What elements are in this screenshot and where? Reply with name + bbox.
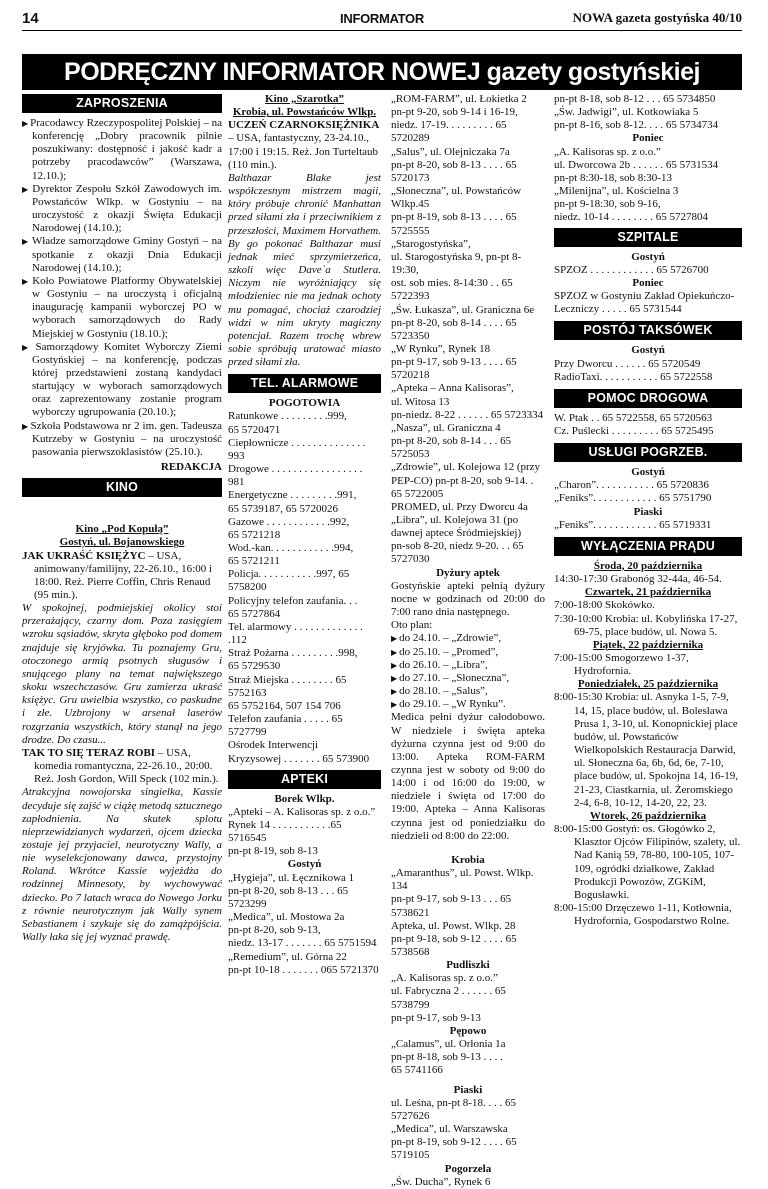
invitation-text: Szkoła Podstawowa nr 2 im. gen. Tadeusza Kutrzeby w Gostyniu – na uroczystość pasowania pierwszoklasistów (25.10.). [30,419,222,458]
cinema-venue: Kino „Szarotka” [265,93,344,105]
column-1 [22,93,222,944]
duty-plan [391,632,545,711]
pharmacy-line: pn-pt 8-18, sob 9-13 . . . . [391,1051,503,1064]
invitation-item [22,183,222,236]
pharmacy-line: PROMED, ul. Przy Dworcu 4a [391,500,528,513]
pharmacy-line: „Starogostyńska”, [391,237,471,250]
town-heading: Piaski [633,505,663,518]
pharmacy-line: „A. Kalisoras sp. z o.o.” [554,145,661,158]
outage-entry: 7:00-18:00 Skokówko. [554,599,655,612]
pharmacy-line: „Apteki – A. Kalisoras sp. z o.o.” [228,805,376,818]
bullet-icon: ▶ [391,634,400,644]
funeral-list-piaski [554,519,742,532]
pharmacy-line: „Św. Jadwigi”, ul. Kotkowiaka 5 [554,106,699,119]
plan-text: do 28.10. – „Salus”, [399,685,488,698]
pharmacy-line: „Słoneczna”, ul. Powstańców Wlkp.45 [391,185,522,211]
pharmacy-line: pn-pt 9-17, sob 9-13 [391,1011,481,1024]
invitation-item [22,420,222,459]
emergency-line: 65 5721211 [228,555,280,568]
plan-label: Oto plan: [391,619,433,632]
emergency-line: Wod.-kan. . . . . . . . . . . .994, [228,542,354,554]
pharmacy-line: ul. Dworcowa 2b . . . . . . 65 5731534 [554,158,719,171]
emergency-line: Straż Miejska . . . . . . . . 65 5752163 [228,673,347,699]
film-title: UCZEŃ CZARNOKSIĘŻNIKA [228,119,380,132]
film-entry [22,550,222,603]
pharmacy-line: pn-sob 8-20, niedz 9-20. . . 65 5727030 [391,540,524,566]
section-brand: INFORMATOR [340,11,424,26]
town-heading: Borek Wlkp. [274,792,335,805]
column-2 [228,93,381,977]
bullet-icon: ▶ [391,673,400,683]
pharmacy-list-pepowo [391,1038,545,1077]
pharmacy-line: ul. Starogostyńska 9, pn-pt 8-19:30, [391,250,522,277]
section-header-kino: KINO [22,478,222,497]
plan-item [391,698,545,711]
pharmacy-line: pn-pt 8-18, sob 8-12 . . . 65 5734850 [554,93,716,105]
outage-entry: 7:30-10:00 Krobia: ul. Kobylińska 17-27, 69-75, place budów, ul. Nowa 5. [554,612,738,638]
section-header-pomoc-drogowa: POMOC DROGOWA [554,389,742,408]
pharmacy-line: niedz. 17-19. . . . . . . . . 65 5720289 [391,119,507,145]
cinema-address: Gostyń, ul. Bojanowskiego [59,536,185,549]
invitation-text: Pracodawcy Rzeczypospolitej Polskiej – na konferencję „Dobry pracownik pilnie poszukiwany: dostępność i jakość kadr a potrzeby pracodawców” (Warszawa, 12.10.); [30,117,222,182]
town-heading: Pudliszki [446,959,490,972]
invitation-item [22,275,222,341]
duty-notes: Medica pełni dyżur całodobowo. W niedziele i święta apteka dyżurna czynna jest od 9:00 do 13:00. Apteka ROM-FARM czynna jest w soboty od 9:00 do 14:00 i od 16:00 do 19:00, w niedziele i święta od 17:00 do 19:00. Apteka – Anna Kalisoras czynna jest od poniedziałku do niedzieli od 8:00 do 22:00. [391,711,545,842]
pharmacy-line: „Nasza”, ul. Graniczna 4 [391,421,501,434]
outage-date: Środa, 20 października [593,559,703,572]
funeral-line: „Charon”. . . . . . . . . . . 65 5720836 [554,479,709,492]
pharmacy-line: „Medica”, ul. Warszawska [391,1123,508,1136]
pharmacy-line: pn-pt 9-20, sob 9-14 i 16-19, [391,106,518,119]
pharmacy-line: pn-pt 8-20, sob 8-14 . . . . 65 5723350 [391,316,517,342]
plan-text: do 29.10. – „W Rynku”. [399,698,506,711]
bullet-icon: ▶ [22,237,32,247]
pharmacy-line: ost. sob mies. 8-14:30 . . 65 5722393 [391,277,513,303]
emergency-line: Telefon zaufania . . . . . 65 5727799 [228,713,343,739]
section-header-szpitale: SZPITALE [554,228,742,247]
signature: REDAKCJA [160,461,222,474]
outage-entry: 14:30-17:30 Grabonóg 32-44a, 46-54. [554,573,722,586]
bullet-icon: ▶ [391,687,400,697]
pharmacy-list-krobia [391,867,545,959]
outage-entry: 7:00-15:00 Smogorzewo 1-37, Hydrofornia. [554,652,689,678]
outage-date: Poniedziałek, 25 października [577,678,719,691]
taxi-line: RadioTaxi. . . . . . . . . . . 65 5722558 [554,370,713,383]
pharmacy-line: „Calamus”, ul. Orłonia 1a [391,1038,506,1051]
page-header [22,10,742,30]
pharmacy-line: „A. Kalisoras sp. z o.o.” [391,972,498,985]
pharmacy-line: pn-pt 9-17, sob 9-13 . . . 65 5738621 [391,893,512,919]
pharmacy-list-pogorzela-cont [554,93,742,132]
section-header-alarmowe: TEL. ALARMOWE [228,374,381,393]
page-number: 14 [22,10,39,27]
town-heading: Poniec [632,132,664,145]
pharmacy-line: pn-niedz. 8-22 . . . . . . 65 5723334 [391,408,544,421]
pharmacy-list-pudliszki [391,972,545,1025]
pharmacy-list-gostyn-cont [391,93,545,567]
plan-item [391,659,545,672]
film-entry [22,747,222,786]
town-heading: Pogorzela [444,1162,492,1175]
hospital-line: SPZOZ w Gostyniu Zakład Opiekuńczo-Leczniczy . . . . . 65 5731544 [554,290,735,316]
outage-date: Piątek, 22 października [592,638,704,651]
film-title: TAK TO SIĘ TERAZ ROBI [22,746,156,759]
pharmacy-line: pn-pt 8-20, sob 8-13 . . . 65 5723299 [228,884,349,910]
town-heading: Gostyń [631,466,665,479]
bullet-icon: ▶ [22,119,31,128]
pharmacy-line: „Apteka – Anna Kalisoras”, [391,382,514,395]
film-info: – USA, animowany/familijny, 22-26.10., 16:00 i 18:00. Reż. Pierre Coffin, Chris Renaud (95 min.). [34,549,213,601]
duty-text: Gostyńskie apteki pełnią dyżury nocne w godzinach od 20:00 do 7:00 rano dnia następnego. [391,579,545,619]
pharmacy-line: „Libra”, ul. Kolejowa 31 (po dawnej aptece Śródmiejskiej) [391,514,522,540]
bullet-icon: ▶ [22,421,31,431]
plan-item [391,672,545,685]
film-title: JAK UKRAŚĆ KSIĘŻYC [22,549,146,562]
town-heading: Gostyń [287,858,322,871]
invitations-list [22,117,222,459]
emergency-line: Gazowe . . . . . . . . . . . .992, [228,515,350,528]
section-header-zaproszenia: ZAPROSZENIA [22,94,222,113]
emergency-line: 65 5729530 [228,660,281,673]
header-rule [22,30,742,31]
outage-entry: 8:00-15:00 Drzęczewo 1-11, Kotłownia, Hydrofornia, Gospodarstwo Rolne. [554,901,732,928]
pharmacy-line: „Hygieja”, ul. Łęcznikowa 1 [228,871,355,884]
column-3 [391,93,545,1189]
invitation-text: Samorządowy Komitet Wyborczy Ziemi Gostyńskiej – na konferencję, podczas której przedstawieni zostaną kandydaci startujący w wyborach samorządowych oraz zaprezentowany zostanie program wyborczy ugrupowania (20.10.); [32,340,222,419]
emergency-line: Energetyczne . . . . . . . . .991, [228,489,357,502]
town-heading: Krobia [451,853,485,866]
plan-item [391,685,545,698]
power-outage-list [554,560,742,928]
invitation-text: Koło Powiatowe Platformy Obywatelskiej w Gostyniu – na uroczystą i oficjalną inaugurację kampanii wyborczej PO w wyborach samorządowych do Rady Miejskiej w Gostyniu (18.10.); [32,274,223,340]
pharmacy-line: pn-pt 10-18 . . . . . . . 065 5721370 [228,963,379,976]
road-assist-list [554,412,742,438]
emergency-line: 65 5727864 [228,607,281,620]
pharmacy-line: pn-pt 8-20, sob 9-13, [228,924,321,937]
taxi-list [554,358,742,384]
film-description: Balthazar Blake jest współczesnym mistrzem magii, który próbuje chronić Manhattan przed siłami zła i przeciwnikiem z przeszłości, Maximem Horvathem. By go pokonać Balthazar musi jednak mieć sprzymierzeńca, szkoli więc Dave`a Stutlera. Niczym nie wyróżniający się młodzieniec nie ma jednak ochoty mu pomagać, chociaż czarodziej widzi w nim ukryty magiczny potencjał. Razem trochę wbrew sobie spróbują uratować miasto przed siłami zła. [228,171,381,369]
outage-date: Czwartek, 21 października [584,586,712,599]
film-info: – USA, fantastyczny, 23-24.10., 17:00 i 19:15. Reż. Jon Turteltaub (110 min.). [228,132,379,171]
pharmacy-line: Apteka, ul. Powst. Wlkp. 28 [391,919,516,932]
emergency-line: Ośrodek Interwencji [228,739,319,752]
town-heading: Pępowo [449,1024,487,1037]
town-heading: Poniec [632,276,664,289]
taxi-line: Przy Dworcu . . . . . . 65 5720549 [554,357,701,370]
plan-text: do 26.10. – „Libra”, [399,658,488,671]
film-entry [228,119,381,172]
pharmacy-line: „Św. Ducha”, Rynek 6 [391,1175,491,1188]
pharmacy-line: „W Rynku”, Rynek 18 [391,342,491,355]
plan-text: do 27.10. – „Słoneczna”, [399,671,510,684]
emergency-line: Ratunkowe . . . . . . . . .999, [228,410,347,423]
emergency-line: Drogowe . . . . . . . . . . . . . . . . . 981 [228,463,363,489]
pharmacy-line: „Salus”, ul. Olejniczaka 7a [391,145,510,158]
pharmacy-line: „Amaranthus”, ul. Powst. Wlkp. 134 [391,867,534,893]
funeral-line: „Feniks”. . . . . . . . . . . . 65 5719331 [554,518,712,531]
pharmacy-line: pn-pt 8-20, sob 8-13 . . . . 65 5720173 [391,158,517,184]
road-assist-line: W. Ptak . . 65 5722558, 65 5720563 [554,411,713,424]
pharmacy-line: Rynek 14 . . . . . . . . . . .65 5716545 [228,818,342,845]
hospital-line: SPZOZ . . . . . . . . . . . . 65 5726700 [554,263,709,276]
emergency-line: Policyjny telefon zaufania. . . [228,594,358,607]
outage-date: Wtorek, 26 października [589,809,707,822]
bullet-icon: ▶ [22,342,36,352]
cinema-venue: Kino „Pod Kopułą” [75,523,169,536]
film-description: Atrakcyjna nowojorska singielka, Kassie decyduje się zajść w ciążę metodą sztucznego zapłodnienia. Na skutek splotu nieprzewidzianych wydarzeń, ojcem dziecka zostaje jej przyjaciel, neurotyczny Wally, a nie wyselekcjonowany dawca, przystojny Roland. Wkrótce Kassie wyjeżdża do rodzinnej Minnesoty, by wychowywać dziecko. Po 7 latach wraca do Nowego Jorku z równie neurotycznym jak Wally synem Sebastianem i szykuje się do zamążpójścia. Wally łaka się jej wyznać prawdę. [22,786,222,944]
pharmacy-line: „Remedium”, ul. Górna 22 [228,950,347,963]
emergency-line: Tel. alarmowy . . . . . . . . . . . . . .112 [228,620,363,647]
pharmacy-list-borek [228,806,381,859]
pharmacy-line: pn-pt 8-16, sob 8-12. . . . 65 5734734 [554,119,719,132]
emergency-line: 65 5752164, 507 154 706 [228,699,341,712]
plan-item [391,632,545,645]
emergency-line: Kryzysowej . . . . . . . 65 573900 [228,752,370,765]
column-4 [554,93,742,928]
pharmacy-line: pn-pt 8-19, sob 8-13 [228,845,318,858]
duty-heading: Dyżury aptek [436,566,500,579]
pharmacy-line: niedz. 13-17 . . . . . . . 65 5751594 [228,937,377,950]
invitation-text: Władze samorządowe Gminy Gostyń – na spotkanie z okazji Dnia Edukacji Narodowej (14.10.); [31,235,223,274]
pharmacy-line: niedz. 10-14 . . . . . . . . 65 5727804 [554,211,708,224]
emergency-list [228,410,381,765]
pharmacy-line: „Milenijna”, ul. Kościelna 3 [554,185,679,198]
pharmacy-line: pn-pt 8-19, sob 8-13 . . . . 65 5725555 [391,211,517,237]
town-heading: Piaski [453,1083,483,1096]
funeral-list-gostyn [554,479,742,505]
pharmacy-line: „Zdrowie”, ul. Kolejowa 12 (przy PEP-CO) pn-pt 8-20, sob 9-14. . 65 5722005 [391,461,541,500]
invitation-item [22,341,222,420]
pharmacy-list-gostyn [228,872,381,977]
page-banner: PODRĘCZNY INFORMATOR NOWEJ gazety gostyńskiej [22,54,742,90]
issue-label: NOWA gazeta gostyńska 40/10 [572,10,742,25]
emergency-line: 65 5739187, 65 5720026 [228,502,338,515]
pharmacy-line: ul. Leśna, pn-pt 8-18. . . . 65 5727626 [391,1096,516,1122]
pharmacy-line: „Św. Łukasza”, ul. Graniczna 6e [391,303,535,316]
pharmacy-line: „ROM-FARM”, ul. Łokietka 2 [391,93,527,105]
bullet-icon: ▶ [391,700,400,710]
film-info: – USA, komedia romantyczna, 22-26.10., 20:00. Reż. Josh Gordon, Will Speck (102 min.). [34,746,219,786]
emergency-line: 65 5720471 [228,423,281,436]
film-description: W spokojnej, podmiejskiej okolicy stoi przerażający, czarny dom. Poza zasięgiem wzroku sąsiadów, skryta głęboko pod domem znajduje się kryjówka. Tu poznajemy Gru, otoczonego armią psotnych sługusów i snującego plany na temat największego skoku wszechczasów. Gru zamierza ukraść księżyc. Gru uwielbia wszystko, co paskudne i złe. Uzbrojony w arsenał laserów rozgrzania wszystkich, który stanął na jego drodze. Do czasu... [22,602,222,746]
invitation-item [22,117,222,183]
bullet-icon: ▶ [391,660,400,670]
pharmacy-line: ul. Witosa 13 [391,395,450,408]
pharmacy-line: ul. Fabryczna 2 . . . . . . 65 5738799 [391,985,506,1011]
bullet-icon: ▶ [22,184,33,194]
pharmacy-line: pn-pt 8-20, sob 8-14 . . . 65 5725053 [391,435,512,461]
emergency-line: Ciepłownicze . . . . . . . . . . . . . . 993 [228,436,366,462]
pharmacy-list-piaski [391,1097,545,1163]
section-header-apteki: APTEKI [228,770,381,789]
pharmacy-line: „Medica”, ul. Mostowa 2a [228,911,345,924]
emergency-line: Straż Pożarna . . . . . . . . .998, [228,647,358,660]
emergency-line: Policja. . . . . . . . . . .997, 65 5758200 [228,568,350,594]
section-header-taksowki: POSTÓJ TAKSÓWEK [554,321,742,340]
outage-entry: 8:00-15:00 Gostyń: os. Głogówko 2, Klasztor Ojców Filipinów, szalety, ul. Nad Kanią 59, 78-80, 100-105, 107-109, ogródki działkowe, Zakład Produkcji Powozów, ZGKiM, Bogusławki. [554,823,741,901]
pharmacy-line: pn-pt 8:30-18, sob 8:30-13 [554,171,672,184]
bullet-icon: ▶ [22,276,33,286]
section-header-uslugi-pogrzebowe: USŁUGI POGRZEB. [554,443,742,462]
plan-item [391,646,545,659]
outage-entry: 8:00-15:30 Krobia: ul. Asnyka 1-5, 7-9, 14, 15, place budów, ul. Bolesława Prusa 1, 3-10, ul. Konopnickiej place budów, ul. Powstańców Wielkopolskich Restauracja Darwid, ul. Słoneczna 6a, 6b, 6d, 6e, 7-10, place budów, ul. Spokojna 14, 16-19, 21-23, Ciastkarnia, ul. Żeromskiego 2-4, 6-8, 10-12, 14-20, 22, 23. [554,691,738,809]
pharmacy-line: pn-pt 9-18, sob 9-12 . . . . 65 5738568 [391,932,517,958]
plan-text: do 24.10. – „Zdrowie”, [399,632,502,645]
pharmacy-line: pn-pt 8-19, sob 9-12 . . . . 65 5719105 [391,1136,517,1162]
pharmacy-line: pn-pt 9-17, sob 9-13 . . . . 65 5720218 [391,356,517,382]
cinema-address: Krobia, ul. Powstańców Wlkp. [232,106,377,119]
pharmacy-line: 65 5741166 [391,1064,443,1077]
invitation-item [22,235,222,274]
bullet-icon: ▶ [391,647,400,657]
pharmacy-line: pn-pt 9-18:30, sob 9-16, [554,198,661,211]
pharmacy-list-pogorzela [391,1176,545,1189]
town-heading: Gostyń [631,250,665,263]
pharmacy-list-poniec [554,146,742,225]
funeral-line: „Feniks”. . . . . . . . . . . . 65 5751790 [554,492,712,505]
section-header-wylaczenia: WYŁĄCZENIA PRĄDU [554,537,742,556]
emergency-line: 65 5721218 [228,528,281,541]
subsection-title: POGOTOWIA [268,397,341,410]
town-heading: Gostyń [631,344,665,357]
plan-text: do 25.10. – „Promed”, [399,645,499,658]
invitation-text: Dyrektor Zespołu Szkół Zawodowych im. Powstańców Wlkp. w Gostyniu – na uroczystość z okazji Święta Edukacji Narodowej (14.10.); [32,182,223,235]
road-assist-line: Cz. Puślecki . . . . . . . . . 65 5725495 [554,424,714,437]
